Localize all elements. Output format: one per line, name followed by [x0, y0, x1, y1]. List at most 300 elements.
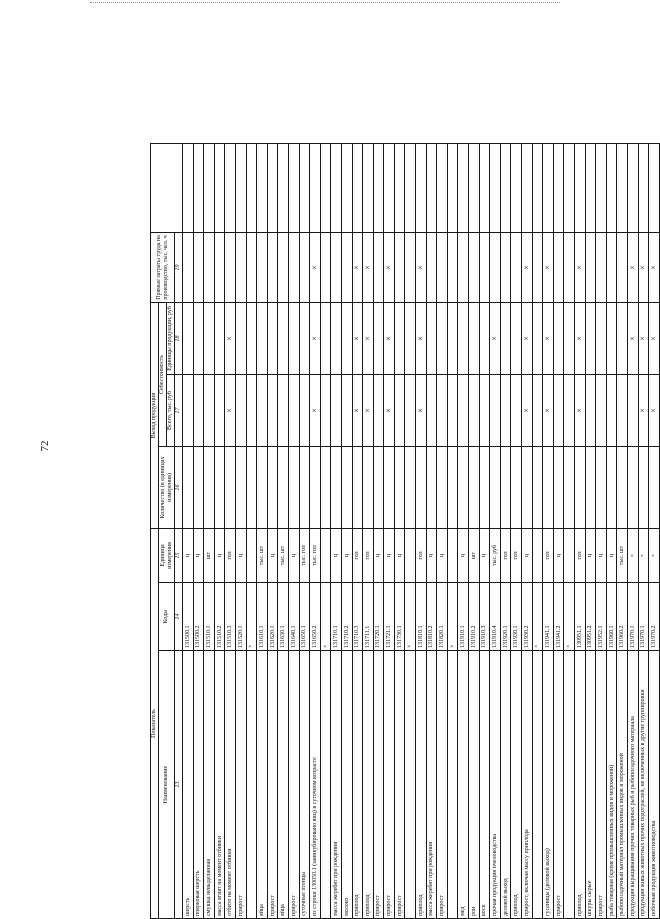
- row-name-cell: приплод: [416, 651, 427, 919]
- row-total-cost-cell: [257, 374, 268, 446]
- table-row: [331, 143, 342, 918]
- table-row: [257, 143, 268, 918]
- row-spare-cell: [204, 143, 215, 232]
- row-total-cost-cell: [479, 374, 490, 446]
- row-labor-cell: ×: [352, 232, 363, 302]
- row-name-cell: [320, 651, 331, 919]
- row-total-cost-cell: [447, 374, 458, 446]
- table-row: [288, 143, 299, 918]
- row-qty-cell: [246, 446, 257, 528]
- col-number: 19: [175, 232, 183, 302]
- row-name-cell: приплод: [363, 651, 374, 919]
- table-row: [193, 143, 204, 918]
- row-unit-cost-cell: [278, 302, 289, 374]
- row-code-cell: 131960.1: [606, 583, 617, 651]
- row-name-cell: приплод: [574, 651, 585, 919]
- row-code-cell: 130951.2: [585, 583, 596, 651]
- row-unit-cost-cell: [405, 302, 416, 374]
- header-code: Коды: [159, 583, 175, 651]
- row-code-cell: 131710.2: [341, 583, 352, 651]
- row-qty-cell: [267, 446, 278, 528]
- row-spare-cell: [299, 143, 310, 232]
- row-name-cell: рыба товарная (кроме промышленных видов и мороженой): [606, 651, 617, 919]
- row-labor-cell: [405, 232, 416, 302]
- row-labor-cell: [214, 232, 225, 302]
- row-labor-cell: ×: [363, 232, 374, 302]
- row-code-cell: 131810.2: [426, 583, 437, 651]
- table-row: [500, 143, 511, 918]
- row-code-cell: 131970.2: [649, 583, 660, 651]
- table-row: [543, 143, 554, 918]
- row-code-cell: 131952.1: [596, 583, 607, 651]
- row-total-cost-cell: [458, 374, 469, 446]
- row-labor-cell: ×: [574, 232, 585, 302]
- row-spare-cell: [447, 143, 458, 232]
- col-number: 13: [175, 651, 183, 919]
- row-unit-cell: [405, 528, 416, 582]
- row-unit-cell: ц: [596, 528, 607, 582]
- row-labor-cell: [373, 232, 384, 302]
- row-name-cell: продукция живых животных прочих подотраслей, не включенных в другие группировки: [638, 651, 649, 919]
- row-spare-cell: [479, 143, 490, 232]
- table-row: [447, 143, 458, 918]
- row-total-cost-cell: [585, 374, 596, 446]
- row-unit-cell: ×: [649, 528, 660, 582]
- row-name-cell: из строки 130050.1 (заинкубировано яиц) в суточном возрасте: [310, 651, 321, 919]
- row-code-cell: ×: [447, 583, 458, 651]
- page-number: 72: [39, 440, 51, 452]
- row-qty-cell: [447, 446, 458, 528]
- row-qty-cell: [235, 446, 246, 528]
- col-number: 14: [175, 583, 183, 651]
- row-unit-cell: ц: [426, 528, 437, 582]
- row-spare-cell: [310, 143, 321, 232]
- row-unit-cost-cell: [458, 302, 469, 374]
- table-row: [299, 143, 310, 918]
- row-qty-cell: [596, 446, 607, 528]
- table-row: [405, 143, 416, 918]
- row-labor-cell: [235, 232, 246, 302]
- row-qty-cell: [225, 446, 236, 528]
- row-qty-cell: [638, 446, 649, 528]
- row-unit-cost-cell: [235, 302, 246, 374]
- row-labor-cell: [341, 232, 352, 302]
- row-code-cell: 131930.2: [522, 583, 533, 651]
- row-labor-cell: [469, 232, 480, 302]
- row-spare-cell: [225, 143, 236, 232]
- row-spare-cell: [649, 143, 660, 232]
- row-total-cost-cell: [553, 374, 564, 446]
- row-name-cell: яйца: [278, 651, 289, 919]
- row-name-cell: отбито на момент отбивки: [225, 651, 236, 919]
- row-spare-cell: [553, 143, 564, 232]
- row-unit-cell: тыс. гол: [299, 528, 310, 582]
- row-labor-cell: ×: [416, 232, 427, 302]
- row-code-cell: 131820.1: [437, 583, 448, 651]
- row-code-cell: 131910.4: [490, 583, 501, 651]
- row-labor-cell: ×: [543, 232, 554, 302]
- row-code-cell: 131730.1: [394, 583, 405, 651]
- row-unit-cell: тыс. шт: [617, 528, 628, 582]
- row-unit-cell: шт: [204, 528, 215, 582]
- row-qty-cell: [564, 446, 575, 528]
- row-name-cell: приплод: [352, 651, 363, 919]
- row-qty-cell: [585, 446, 596, 528]
- row-code-cell: 131960.2: [617, 583, 628, 651]
- row-qty-cell: [204, 446, 215, 528]
- row-code-cell: 131510.2: [214, 583, 225, 651]
- row-unit-cost-cell: ×: [543, 302, 554, 374]
- row-labor-cell: [585, 232, 596, 302]
- row-name-cell: мед: [458, 651, 469, 919]
- row-total-cost-cell: [246, 374, 257, 446]
- row-total-cost-cell: ×: [384, 374, 395, 446]
- row-spare-cell: [235, 143, 246, 232]
- table-row: [606, 143, 617, 918]
- row-unit-cell: тыс. шт: [257, 528, 268, 582]
- row-total-cost-cell: [373, 374, 384, 446]
- row-unit-cell: [320, 528, 331, 582]
- row-name-cell: побочная продукция животноводства: [649, 651, 660, 919]
- row-unit-cost-cell: [447, 302, 458, 374]
- row-unit-cell: ц: [288, 528, 299, 582]
- row-unit-cost-cell: ×: [352, 302, 363, 374]
- row-unit-cost-cell: ×: [416, 302, 427, 374]
- row-code-cell: 131500.2: [193, 583, 204, 651]
- row-code-cell: 131650.2: [310, 583, 321, 651]
- row-spare-cell: [214, 143, 225, 232]
- row-unit-cell: ц: [235, 528, 246, 582]
- row-code-cell: 131710.1: [331, 583, 342, 651]
- col-number: 15: [175, 528, 183, 582]
- row-total-cost-cell: [606, 374, 617, 446]
- row-name-cell: смушка невыделанная: [204, 651, 215, 919]
- header-name: Наименование: [159, 651, 175, 919]
- row-qty-cell: [373, 446, 384, 528]
- col-number: 17: [175, 374, 183, 446]
- header-cost: Себестоимость: [159, 302, 167, 446]
- row-unit-cell: [447, 528, 458, 582]
- row-name-cell: масса жеребят при рождении: [331, 651, 342, 919]
- row-name-cell: поярковая шерсть: [193, 651, 204, 919]
- row-unit-cost-cell: ×: [638, 302, 649, 374]
- row-spare-cell: [458, 143, 469, 232]
- row-labor-cell: [257, 232, 268, 302]
- table-row: [214, 143, 225, 918]
- row-unit-cell: ц: [437, 528, 448, 582]
- row-spare-cell: [426, 143, 437, 232]
- table-row: [627, 143, 638, 918]
- table-row: [235, 143, 246, 918]
- row-unit-cost-cell: [606, 302, 617, 374]
- row-unit-cost-cell: [299, 302, 310, 374]
- row-code-cell: 131510.3: [225, 583, 236, 651]
- row-code-cell: 131711.1: [363, 583, 374, 651]
- row-total-cost-cell: [214, 374, 225, 446]
- table-row: [320, 143, 331, 918]
- row-spare-cell: [341, 143, 352, 232]
- header-labor: Прямые затраты труда на производство, тыс. чел. ч: [151, 232, 175, 302]
- row-unit-cost-cell: [585, 302, 596, 374]
- row-total-cost-cell: ×: [363, 374, 374, 446]
- row-code-cell: 131510.1: [204, 583, 215, 651]
- row-labor-cell: [246, 232, 257, 302]
- row-name-cell: [532, 651, 543, 919]
- row-total-cost-cell: [627, 374, 638, 446]
- row-total-cost-cell: [278, 374, 289, 446]
- row-code-cell: 131970.1: [627, 583, 638, 651]
- row-qty-cell: [490, 446, 501, 528]
- row-total-cost-cell: [288, 374, 299, 446]
- row-qty-cell: [341, 446, 352, 528]
- table-row: [574, 143, 585, 918]
- row-unit-cell: тыс. гол: [310, 528, 321, 582]
- header-per-unit: Единицы продукции, руб: [167, 302, 175, 374]
- row-total-cost-cell: [617, 374, 628, 446]
- row-unit-cost-cell: [532, 302, 543, 374]
- row-code-cell: 131520.1: [235, 583, 246, 651]
- row-labor-cell: ×: [649, 232, 660, 302]
- row-code-cell: 131930.1: [511, 583, 522, 651]
- row-spare-cell: [627, 143, 638, 232]
- row-qty-cell: [458, 446, 469, 528]
- row-spare-cell: [606, 143, 617, 232]
- row-unit-cost-cell: ×: [627, 302, 638, 374]
- row-unit-cost-cell: [331, 302, 342, 374]
- table-row: [522, 143, 533, 918]
- row-spare-cell: [246, 143, 257, 232]
- table-row: [479, 143, 490, 918]
- row-unit-cell: ×: [627, 528, 638, 582]
- row-qty-cell: [606, 446, 617, 528]
- row-unit-cell: ×: [638, 528, 649, 582]
- row-name-cell: прирост: [553, 651, 564, 919]
- row-spare-cell: [490, 143, 501, 232]
- row-labor-cell: [426, 232, 437, 302]
- row-labor-cell: [500, 232, 511, 302]
- header-qty: Количество (в единицах измерения): [159, 446, 175, 528]
- row-name-cell: [246, 651, 257, 919]
- row-unit-cell: ц: [331, 528, 342, 582]
- row-code-cell: 131910.3: [479, 583, 490, 651]
- row-unit-cost-cell: [320, 302, 331, 374]
- row-unit-cell: гол: [352, 528, 363, 582]
- row-labor-cell: [331, 232, 342, 302]
- row-name-cell: яйца: [257, 651, 268, 919]
- table-row: [617, 143, 628, 918]
- row-unit-cost-cell: [500, 302, 511, 374]
- row-total-cost-cell: [267, 374, 278, 446]
- row-unit-cell: тыс. шт: [278, 528, 289, 582]
- row-unit-cell: ц: [522, 528, 533, 582]
- row-labor-cell: [564, 232, 575, 302]
- row-qty-cell: [214, 446, 225, 528]
- row-total-cost-cell: [341, 374, 352, 446]
- row-unit-cell: ц: [193, 528, 204, 582]
- row-unit-cell: гол: [363, 528, 374, 582]
- row-total-cost-cell: [331, 374, 342, 446]
- row-unit-cost-cell: [373, 302, 384, 374]
- row-unit-cost-cell: [596, 302, 607, 374]
- row-unit-cell: ц: [606, 528, 617, 582]
- row-spare-cell: [522, 143, 533, 232]
- row-labor-cell: [479, 232, 490, 302]
- row-total-cost-cell: [193, 374, 204, 446]
- row-code-cell: ×: [246, 583, 257, 651]
- row-unit-cost-cell: [426, 302, 437, 374]
- row-labor-cell: [288, 232, 299, 302]
- row-qty-cell: [543, 446, 554, 528]
- register-body: [183, 143, 660, 918]
- row-labor-cell: [458, 232, 469, 302]
- table-row: [373, 143, 384, 918]
- row-labor-cell: [394, 232, 405, 302]
- row-spare-cell: [543, 143, 554, 232]
- header-row-1: [151, 143, 159, 918]
- row-labor-cell: ×: [384, 232, 395, 302]
- row-total-cost-cell: [500, 374, 511, 446]
- row-spare-cell: [532, 143, 543, 232]
- table-row: [352, 143, 363, 918]
- row-total-cost-cell: [204, 374, 215, 446]
- row-unit-cell: ц: [341, 528, 352, 582]
- row-unit-cost-cell: [183, 302, 194, 374]
- row-unit-cost-cell: ×: [522, 302, 533, 374]
- row-total-cost-cell: [183, 374, 194, 446]
- row-labor-cell: [532, 232, 543, 302]
- row-unit-cell: ц: [458, 528, 469, 582]
- row-qty-cell: [257, 446, 268, 528]
- row-name-cell: гусеницы (деловой выход): [543, 651, 554, 919]
- row-qty-cell: [363, 446, 374, 528]
- header-indicators: Показатель: [151, 528, 159, 918]
- row-code-cell: 131941.1: [543, 583, 554, 651]
- table-row: [204, 143, 215, 918]
- row-spare-cell: [574, 143, 585, 232]
- row-unit-cost-cell: [341, 302, 352, 374]
- table-row: [183, 143, 194, 918]
- row-unit-cost-cell: [204, 302, 215, 374]
- row-code-cell: ×: [532, 583, 543, 651]
- row-spare-cell: [500, 143, 511, 232]
- row-unit-cost-cell: ×: [384, 302, 395, 374]
- row-qty-cell: [479, 446, 490, 528]
- row-name-cell: рыбопосадочный материал промышленных видов и мороженой: [617, 651, 628, 919]
- row-unit-cost-cell: [553, 302, 564, 374]
- row-total-cost-cell: [299, 374, 310, 446]
- row-total-cost-cell: ×: [649, 374, 660, 446]
- row-total-cost-cell: ×: [352, 374, 363, 446]
- row-code-cell: 131941.2: [553, 583, 564, 651]
- row-name-cell: прирост: [437, 651, 448, 919]
- table-row: [585, 143, 596, 918]
- row-name-cell: рои: [469, 651, 480, 919]
- row-unit-cost-cell: [437, 302, 448, 374]
- row-name-cell: прирост: [267, 651, 278, 919]
- header-output: Выход продукции: [151, 302, 159, 528]
- row-unit-cell: гол: [574, 528, 585, 582]
- row-code-cell: 131720.1: [373, 583, 384, 651]
- register-table-frame: [150, 144, 660, 919]
- row-unit-cell: гол: [416, 528, 427, 582]
- row-qty-cell: [627, 446, 638, 528]
- table-row: [310, 143, 321, 918]
- row-code-cell: 130951.1: [574, 583, 585, 651]
- row-qty-cell: [384, 446, 395, 528]
- row-unit-cost-cell: [257, 302, 268, 374]
- row-spare-cell: [320, 143, 331, 232]
- row-spare-cell: [352, 143, 363, 232]
- row-spare-cell: [394, 143, 405, 232]
- row-unit-cost-cell: [214, 302, 225, 374]
- row-spare-cell: [405, 143, 416, 232]
- row-spare-cell: [564, 143, 575, 232]
- row-name-cell: прирост: [384, 651, 395, 919]
- row-unit-cell: ц: [214, 528, 225, 582]
- table-row: [469, 143, 480, 918]
- table-row: [426, 143, 437, 918]
- row-unit-cell: [532, 528, 543, 582]
- header-unit: Единица измерения: [159, 528, 175, 582]
- row-code-cell: 131721.1: [384, 583, 395, 651]
- row-spare-cell: [511, 143, 522, 232]
- header-number-row: [175, 143, 183, 918]
- row-name-cell: продукция выращивания прочих товарных рыб и рыбопосадочного материала: [627, 651, 638, 919]
- table-row: [511, 143, 522, 918]
- row-unit-cost-cell: [193, 302, 204, 374]
- table-row: [384, 143, 395, 918]
- row-total-cost-cell: [437, 374, 448, 446]
- row-unit-cost-cell: [394, 302, 405, 374]
- row-qty-cell: [426, 446, 437, 528]
- row-name-cell: [564, 651, 575, 919]
- table-row: [553, 143, 564, 918]
- row-unit-cost-cell: [469, 302, 480, 374]
- row-spare-cell: [331, 143, 342, 232]
- table-row: [416, 143, 427, 918]
- row-code-cell: 131910.1: [458, 583, 469, 651]
- table-row: [394, 143, 405, 918]
- row-code-cell: 131620.1: [267, 583, 278, 651]
- row-qty-cell: [288, 446, 299, 528]
- row-labor-cell: [267, 232, 278, 302]
- row-labor-cell: ×: [638, 232, 649, 302]
- row-total-cost-cell: ×: [543, 374, 554, 446]
- table-row: [363, 143, 374, 918]
- row-code-cell: 131630.1: [278, 583, 289, 651]
- row-name-cell: воск: [479, 651, 490, 919]
- row-name-cell: прирост: [596, 651, 607, 919]
- row-unit-cost-cell: ×: [574, 302, 585, 374]
- col-number: 16: [175, 446, 183, 528]
- table-row: [649, 143, 660, 918]
- row-unit-cell: ц: [267, 528, 278, 582]
- header-total: Всего, тыс. руб: [167, 374, 175, 446]
- row-unit-cell: ц: [553, 528, 564, 582]
- row-spare-cell: [437, 143, 448, 232]
- row-unit-cost-cell: [246, 302, 257, 374]
- row-name-cell: масса жеребят при рождении: [426, 651, 437, 919]
- table-row: [341, 143, 352, 918]
- row-total-cost-cell: [511, 374, 522, 446]
- row-code-cell: 131810.1: [416, 583, 427, 651]
- row-labor-cell: [606, 232, 617, 302]
- row-unit-cell: тыс. руб: [490, 528, 501, 582]
- row-unit-cell: [564, 528, 575, 582]
- row-qty-cell: [522, 446, 533, 528]
- row-code-cell: 131970.1: [638, 583, 649, 651]
- row-unit-cost-cell: ×: [490, 302, 501, 374]
